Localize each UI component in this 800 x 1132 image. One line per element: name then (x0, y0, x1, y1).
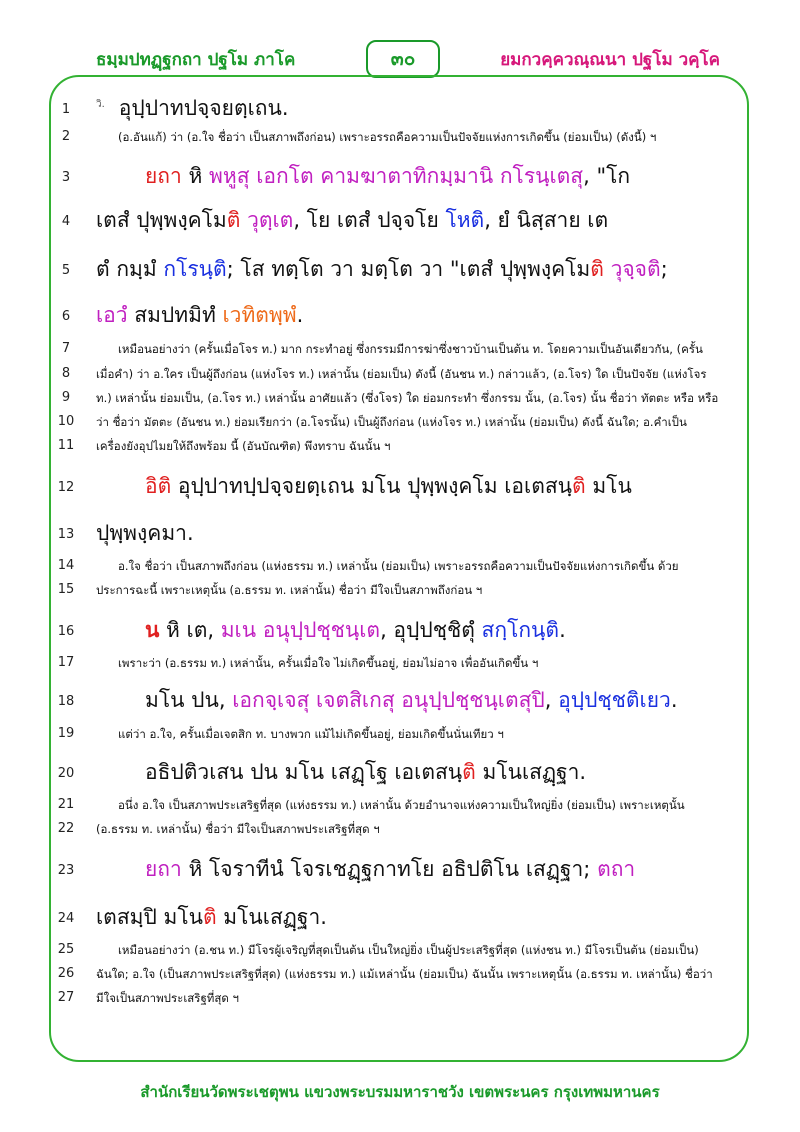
book-title: ธมฺมปทฏฺฐกถา ปฐโม ภาโค (96, 50, 296, 70)
pali-word: ติ (572, 474, 586, 498)
pali-verb: โหติ (445, 208, 485, 232)
line-number: 26 (57, 966, 75, 981)
pali-text: ; โส ทตฺโต วา มตฺโต วา "เตสํ ปุพฺพงฺคโม (226, 257, 591, 281)
page-footer: สำนักเรียนวัดพระเชตุพน แขวงพระบรมมหาราชวัง เขตพระนคร กรุงเทพมหานคร (140, 1083, 660, 1101)
line-number: 23 (57, 863, 75, 878)
pali-verb: วุจฺจติ (603, 257, 661, 281)
pali-word: น (145, 618, 160, 642)
line-number: 17 (57, 655, 75, 670)
line-number: 10 (57, 414, 75, 429)
pali-text: เตสมฺปิ มโน (96, 905, 203, 929)
page-number: ๓๐ (366, 40, 440, 78)
pali-text: มโนเสฏฺฐา. (475, 760, 587, 784)
thai-translation: มีใจเป็นสภาพประเสริฐที่สุด ฯ (96, 991, 239, 1005)
pali-word: ติ (202, 905, 217, 929)
line-number: 8 (61, 366, 71, 381)
pali-text: อธิปติวเสน ปน มโน เสฏฺโฐ เอเตสนฺ (145, 760, 463, 784)
thai-translation: อนึ่ง อ.ใจ เป็นสภาพประเสริฐที่สุด (แห่งธรรม ท.) เหล่านั้น ด้วยอำนาจแห่งความเป็นใหญ่ยิ่ง (ย่อมเป็น) เพราะเหตุนั้น (118, 798, 685, 812)
pali-text: หิ เต, (159, 618, 221, 642)
pali-verb: สกฺโกนฺติ (481, 618, 560, 642)
thai-translation: เหมือนอย่างว่า (ครั้นเมื่อโจร ท.) มาก กระทำอยู่ ซึ่งกรรมมีการฆ่าซึ่งชาวบ้านเป็นต้น ท. โดยความเป็นอันเดียวกัน, (ครั้น (118, 342, 703, 356)
pali-text: , (544, 688, 559, 712)
line-number: 25 (57, 942, 75, 957)
pali-text: มโนเสฏฺฐา. (216, 905, 327, 929)
thai-translation: แต่ว่า อ.ใจ, ครั้นเมื่อเจตสิก ท. บางพวก แม้ไม่เกิดขึ้นอยู่, ย่อมเกิดขึ้นนั่นเทียว ฯ (118, 727, 504, 741)
pali-phrase: พหูสุ เอกโต คามฆาตาทิกมฺมานิ กโรนฺเตสุ (209, 164, 584, 188)
line-number: 21 (57, 797, 75, 812)
pali-verb: เวทิตพฺพํ (222, 303, 297, 327)
line-number: 12 (57, 480, 75, 495)
line-number: 2 (61, 129, 71, 144)
thai-translation: ประการฉะนี้ เพราะเหตุนั้น (อ.ธรรม ท. เหล่านั้น) ชื่อว่า มีใจเป็นสภาพถึงก่อน ฯ (96, 583, 483, 597)
pali-text: หิ (181, 164, 210, 188)
thai-translation: เพราะว่า (อ.ธรรม ท.) เหล่านั้น, ครั้นเมื่อใจ ไม่เกิดขึ้นอยู่, ย่อมไม่อาจ เพื่ออันเกิดขึ้น ฯ (118, 656, 539, 670)
pali-text: . (559, 618, 566, 642)
line-number: 13 (57, 527, 75, 542)
pali-text: สมปทมิทํ (127, 303, 223, 327)
line-number: 7 (61, 341, 71, 356)
line-number: 14 (57, 558, 75, 573)
line-number: 9 (61, 390, 71, 405)
pali-word: ติ (226, 208, 241, 232)
pali-word: ติ (462, 760, 476, 784)
pali-word: ยถา (145, 857, 182, 881)
line-number: 15 (57, 582, 75, 597)
pali-text: มโน (585, 474, 632, 498)
line-number: 1 (61, 102, 71, 117)
pali-word: ติ (590, 257, 604, 281)
pali-text: , โย เตสํ ปจฺจโย (293, 208, 446, 232)
line-number: 5 (61, 263, 71, 278)
pali-word: ยถา (145, 164, 182, 188)
line-number: 3 (61, 170, 71, 185)
thai-translation: เมื่อคำ) ว่า อ.ใคร เป็นผู้ถึงก่อน (แห่งโจร ท.) เหล่านั้น (ย่อมเป็น) ดังนี้ (อันชน ท.) กล่าวแล้ว, (อ.โจร) ใด เป็นปัจจัย (แห่งโจร (96, 367, 707, 381)
chapter-title: ยมกวคฺควณฺณนา ปฐโม วคฺโค (500, 50, 720, 70)
thai-translation: อ.ใจ ชื่อว่า เป็นสภาพถึงก่อน (แห่งธรรม ท.) เหล่านั้น (ย่อมเป็น) เพราะอรรถคือความเป็นปัจจัยแห่งการเกิดขึ้น ด้วย (118, 559, 679, 573)
pali-word: อิติ (145, 474, 172, 498)
line-number: 22 (57, 821, 75, 836)
thai-translation: เครื่องยังอุปไมยให้ถึงพร้อม นี้ (อันบัณฑิต) พึงทราบ ฉันนั้น ฯ (96, 439, 391, 453)
line-number: 18 (57, 694, 75, 709)
pali-text: . (296, 303, 304, 327)
pali-verb: อุปฺปชฺชติเยว (558, 688, 671, 712)
pali-text: . (670, 688, 678, 712)
line-number: 4 (61, 214, 71, 229)
pali-word: ตถา (597, 857, 636, 881)
pali-text: ตํ กมฺมํ (96, 257, 164, 281)
thai-translation: ว่า ชื่อว่า มัตตะ (อันชน ท.) ย่อมเรียกว่า (อ.โจรนั้น) เป็นผู้ถึงก่อน (แห่งโจร ท.) เหล่านั้น (ย่อมเป็น) ดังนี้ ฉันใด; อ.คำเป็น (96, 415, 687, 429)
pali-phrase: เอกจฺเจสุ เจตสิเกสุ อนุปฺปชฺชนฺเตสุปิ (232, 688, 545, 712)
pali-word: เอวํ (96, 303, 128, 327)
pali-text: เตสํ ปุพฺพงฺคโม (96, 208, 227, 232)
pali-text: , "โก (583, 164, 631, 188)
line-number: 20 (57, 766, 75, 781)
pali-text: มโน ปน, (145, 688, 233, 712)
line-number: 27 (57, 990, 75, 1005)
thai-translation: (อ.ธรรม ท. เหล่านั้น) ชื่อว่า มีใจเป็นสภาพประเสริฐที่สุด ฯ (96, 822, 380, 836)
line-number: 11 (57, 438, 75, 453)
line-number: 19 (57, 726, 75, 741)
line-number: 16 (57, 624, 75, 639)
thai-translation: (อ.อันแก้) ว่า (อ.ใจ ชื่อว่า เป็นสภาพถึงก่อน) เพราะอรรถคือความเป็นปัจจัยแห่งการเกิดขึ้น (ย่อมเป็น) (ดังนี้) ฯ (118, 130, 657, 144)
pali-text: , ยํ นิสฺสาย เต (484, 208, 609, 232)
pali-text: หิ โจราทีนํ โจรเชฏฺฐกาทโย อธิปติโน เสฏฺฐา; (181, 857, 598, 881)
pali-phrase: มเน อนุปฺปชฺชนฺเต (220, 618, 381, 642)
line-number: 24 (57, 911, 75, 926)
thai-translation: ฉันใด; อ.ใจ (เป็นสภาพประเสริฐที่สุด) (แห่งธรรม ท.) แม้เหล่านั้น (ย่อมเป็น) ฉันนั้น เพราะเหตุนั้น (อ.ธรรม ท. เหล่านั้น) ชื่อว่า (96, 967, 713, 981)
thai-translation: ท.) เหล่านั้น ย่อมเป็น, (อ.โจร ท.) เหล่านั้น อาศัยแล้ว (ซึ่งโจร) ใด ย่อมกระทำ ซึ่งกรรม นั้น, (อ.โจร) นั้น ชื่อว่า ทัตตะ หรือ หรือ (96, 391, 719, 405)
reference-mark: วิ. (96, 99, 105, 110)
pali-word: วุตฺเต (240, 208, 294, 232)
line-number: 6 (61, 309, 71, 324)
pali-text: , อุปฺปชฺชิตุํ (380, 618, 482, 642)
pali-text: อุปฺปาทปฺปจฺจยตฺเถน มโน ปุพฺพงฺคโม เอเตสนฺ (171, 474, 573, 498)
pali-text: ปุพฺพงฺคมา. (96, 521, 194, 545)
pali-verb: กโรนฺติ (163, 257, 227, 281)
thai-translation: เหมือนอย่างว่า (อ.ชน ท.) มีโจรผู้เจริญที่สุดเป็นต้น เป็นใหญ่ยิ่ง เป็นผู้ประเสริฐที่สุด (แห่งชน ท.) มีโจรเป็นต้น (ย่อมเป็น) (118, 943, 699, 957)
pali-text: ; (660, 257, 668, 281)
pali-text: อุปฺปาทปจฺจยตฺเถน. (118, 96, 289, 120)
